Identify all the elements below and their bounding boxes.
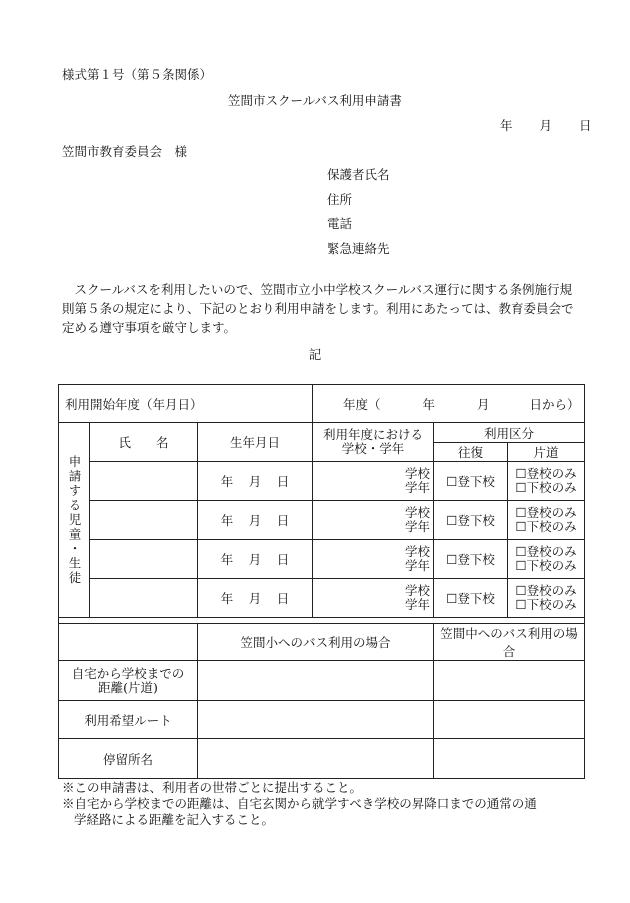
grade-label: 学年 xyxy=(404,558,430,573)
birth-month: 月 xyxy=(248,513,262,528)
elementary-distance-cell[interactable] xyxy=(198,661,434,701)
distance-row xyxy=(59,661,585,701)
ki-heading: 記 xyxy=(308,347,322,362)
from-school-only-checkbox[interactable]: ☐下校のみ xyxy=(515,480,577,495)
child-name-cell[interactable] xyxy=(90,501,198,540)
birth-day: 日 xyxy=(276,474,290,489)
elementary-bus-header: 笠間小へのバス利用の場合 xyxy=(198,624,434,661)
grade-label: 学年 xyxy=(404,480,430,495)
birth-year: 年 xyxy=(220,552,234,567)
to-school-only-checkbox[interactable]: ☐登校のみ xyxy=(515,583,577,598)
round-trip-checkbox[interactable]: ☐登下校 xyxy=(434,501,508,540)
school-label: 学校 xyxy=(404,505,430,520)
applicant-children-label: 申請する児童・生徒 xyxy=(59,423,90,618)
birth-year: 年 xyxy=(220,513,234,528)
birth-month: 月 xyxy=(248,591,262,606)
start-date-value[interactable] xyxy=(313,385,585,423)
emergency-contact-label: 緊急連絡先 xyxy=(327,241,390,256)
round-trip-checkbox[interactable]: ☐登下校 xyxy=(434,540,508,579)
from-school-only-checkbox[interactable]: ☐下校のみ xyxy=(515,519,577,534)
school-label: 学校 xyxy=(404,466,430,481)
col-round-header: 往復 xyxy=(434,443,508,462)
address-label: 住所 xyxy=(327,192,353,207)
header-row-1 xyxy=(59,423,585,443)
guardian-name-label: 保護者氏名 xyxy=(327,167,390,182)
school-label: 学校 xyxy=(404,544,430,559)
junior-stop-cell[interactable] xyxy=(434,739,585,779)
one-way-checkboxes[interactable] xyxy=(508,501,585,540)
form-number: 様式第１号（第５条関係） xyxy=(62,67,213,82)
child-school-cell[interactable] xyxy=(313,579,434,618)
birth-day: 日 xyxy=(276,552,290,567)
bus-header-blank xyxy=(59,624,198,661)
route-row xyxy=(59,701,585,739)
child-birth-cell[interactable] xyxy=(198,579,313,618)
one-way-checkboxes[interactable] xyxy=(508,462,585,501)
note-2-continued: 学経路による距離を記入すること。 xyxy=(74,812,275,827)
body-paragraph: スクールバスを利用したいので、笠間市立小中学校スクールバス運行に関する条例施行規則第５条の規定により、下記のとおり利用申請をします。利用にあたっては、教育委員会で定める遵守事項を厳守します。 xyxy=(62,282,574,335)
col-school-line1: 利用年度における xyxy=(322,427,423,442)
document-title: 笠間市スクールバス利用申請書 xyxy=(228,93,402,108)
child-school-cell[interactable] xyxy=(313,540,434,579)
to-school-only-checkbox[interactable]: ☐登校のみ xyxy=(515,466,577,481)
birth-day: 日 xyxy=(276,591,290,606)
grade-label: 学年 xyxy=(404,597,430,612)
bus-header-row xyxy=(59,624,585,661)
child-school-cell[interactable] xyxy=(313,501,434,540)
child-row xyxy=(59,540,585,579)
child-row xyxy=(59,579,585,618)
stop-row xyxy=(59,739,585,779)
distance-label-line1: 自宅から学校までの xyxy=(71,665,185,681)
one-way-checkboxes[interactable] xyxy=(508,540,585,579)
distance-label xyxy=(59,661,198,701)
stop-label: 停留所名 xyxy=(59,739,198,779)
child-school-cell[interactable] xyxy=(313,462,434,501)
elementary-route-cell[interactable] xyxy=(198,701,434,739)
one-way-checkboxes[interactable] xyxy=(508,579,585,618)
phone-label: 電話 xyxy=(327,216,353,231)
child-birth-cell[interactable] xyxy=(198,462,313,501)
birth-month: 月 xyxy=(248,474,262,489)
child-name-cell[interactable] xyxy=(90,540,198,579)
round-trip-checkbox[interactable]: ☐登下校 xyxy=(434,579,508,618)
col-usage-header: 利用区分 xyxy=(434,423,585,443)
junior-distance-cell[interactable] xyxy=(434,661,585,701)
col-school-line2: 学校・学年 xyxy=(341,441,405,456)
from-school-only-checkbox[interactable]: ☐下校のみ xyxy=(515,558,577,573)
addressee: 笠間市教育委員会 様 xyxy=(62,144,188,159)
date-month: 月 xyxy=(539,118,553,133)
date-year: 年 xyxy=(500,118,513,133)
school-label: 学校 xyxy=(404,583,430,598)
child-birth-cell[interactable] xyxy=(198,540,313,579)
birth-day: 日 xyxy=(276,513,290,528)
start-day-suffix: 日から） xyxy=(529,396,580,412)
col-birth-header: 生年月日 xyxy=(198,423,313,462)
grade-label: 学年 xyxy=(404,519,430,534)
birth-year: 年 xyxy=(220,591,234,606)
to-school-only-checkbox[interactable]: ☐登校のみ xyxy=(515,505,577,520)
birth-year: 年 xyxy=(220,474,234,489)
junior-route-cell[interactable] xyxy=(434,701,585,739)
date-day: 日 xyxy=(579,118,592,133)
child-name-cell[interactable] xyxy=(90,579,198,618)
junior-bus-header: 笠間中へのバス利用の場合 xyxy=(434,624,585,661)
note-1: ※この申請書は、利用者の世帯ごとに提出すること。 xyxy=(62,780,363,795)
col-school-header xyxy=(313,423,434,462)
start-month: 月 xyxy=(477,396,490,412)
application-table xyxy=(58,384,585,779)
note-2: ※自宅から学校までの距離は、自宅玄関から就学すべき学校の昇降口までの通常の通 xyxy=(62,796,537,811)
distance-label-line2: 距離(片道) xyxy=(98,679,158,695)
child-birth-cell[interactable] xyxy=(198,501,313,540)
start-date-row xyxy=(59,385,585,423)
birth-month: 月 xyxy=(248,552,262,567)
notes xyxy=(62,780,582,828)
col-name-header: 氏 名 xyxy=(90,423,198,462)
elementary-stop-cell[interactable] xyxy=(198,739,434,779)
child-row xyxy=(59,501,585,540)
route-label: 利用希望ルート xyxy=(59,701,198,739)
to-school-only-checkbox[interactable]: ☐登校のみ xyxy=(515,544,577,559)
from-school-only-checkbox[interactable]: ☐下校のみ xyxy=(515,597,577,612)
start-date-label: 利用開始年度（年月日） xyxy=(59,385,313,423)
child-name-cell[interactable] xyxy=(90,462,198,501)
start-year-prefix: 年度（ xyxy=(343,396,381,412)
child-row xyxy=(59,462,585,501)
start-year: 年 xyxy=(422,396,436,412)
col-oneway-header: 片道 xyxy=(508,443,585,462)
round-trip-checkbox[interactable]: ☐登下校 xyxy=(434,462,508,501)
date-line xyxy=(500,120,592,133)
